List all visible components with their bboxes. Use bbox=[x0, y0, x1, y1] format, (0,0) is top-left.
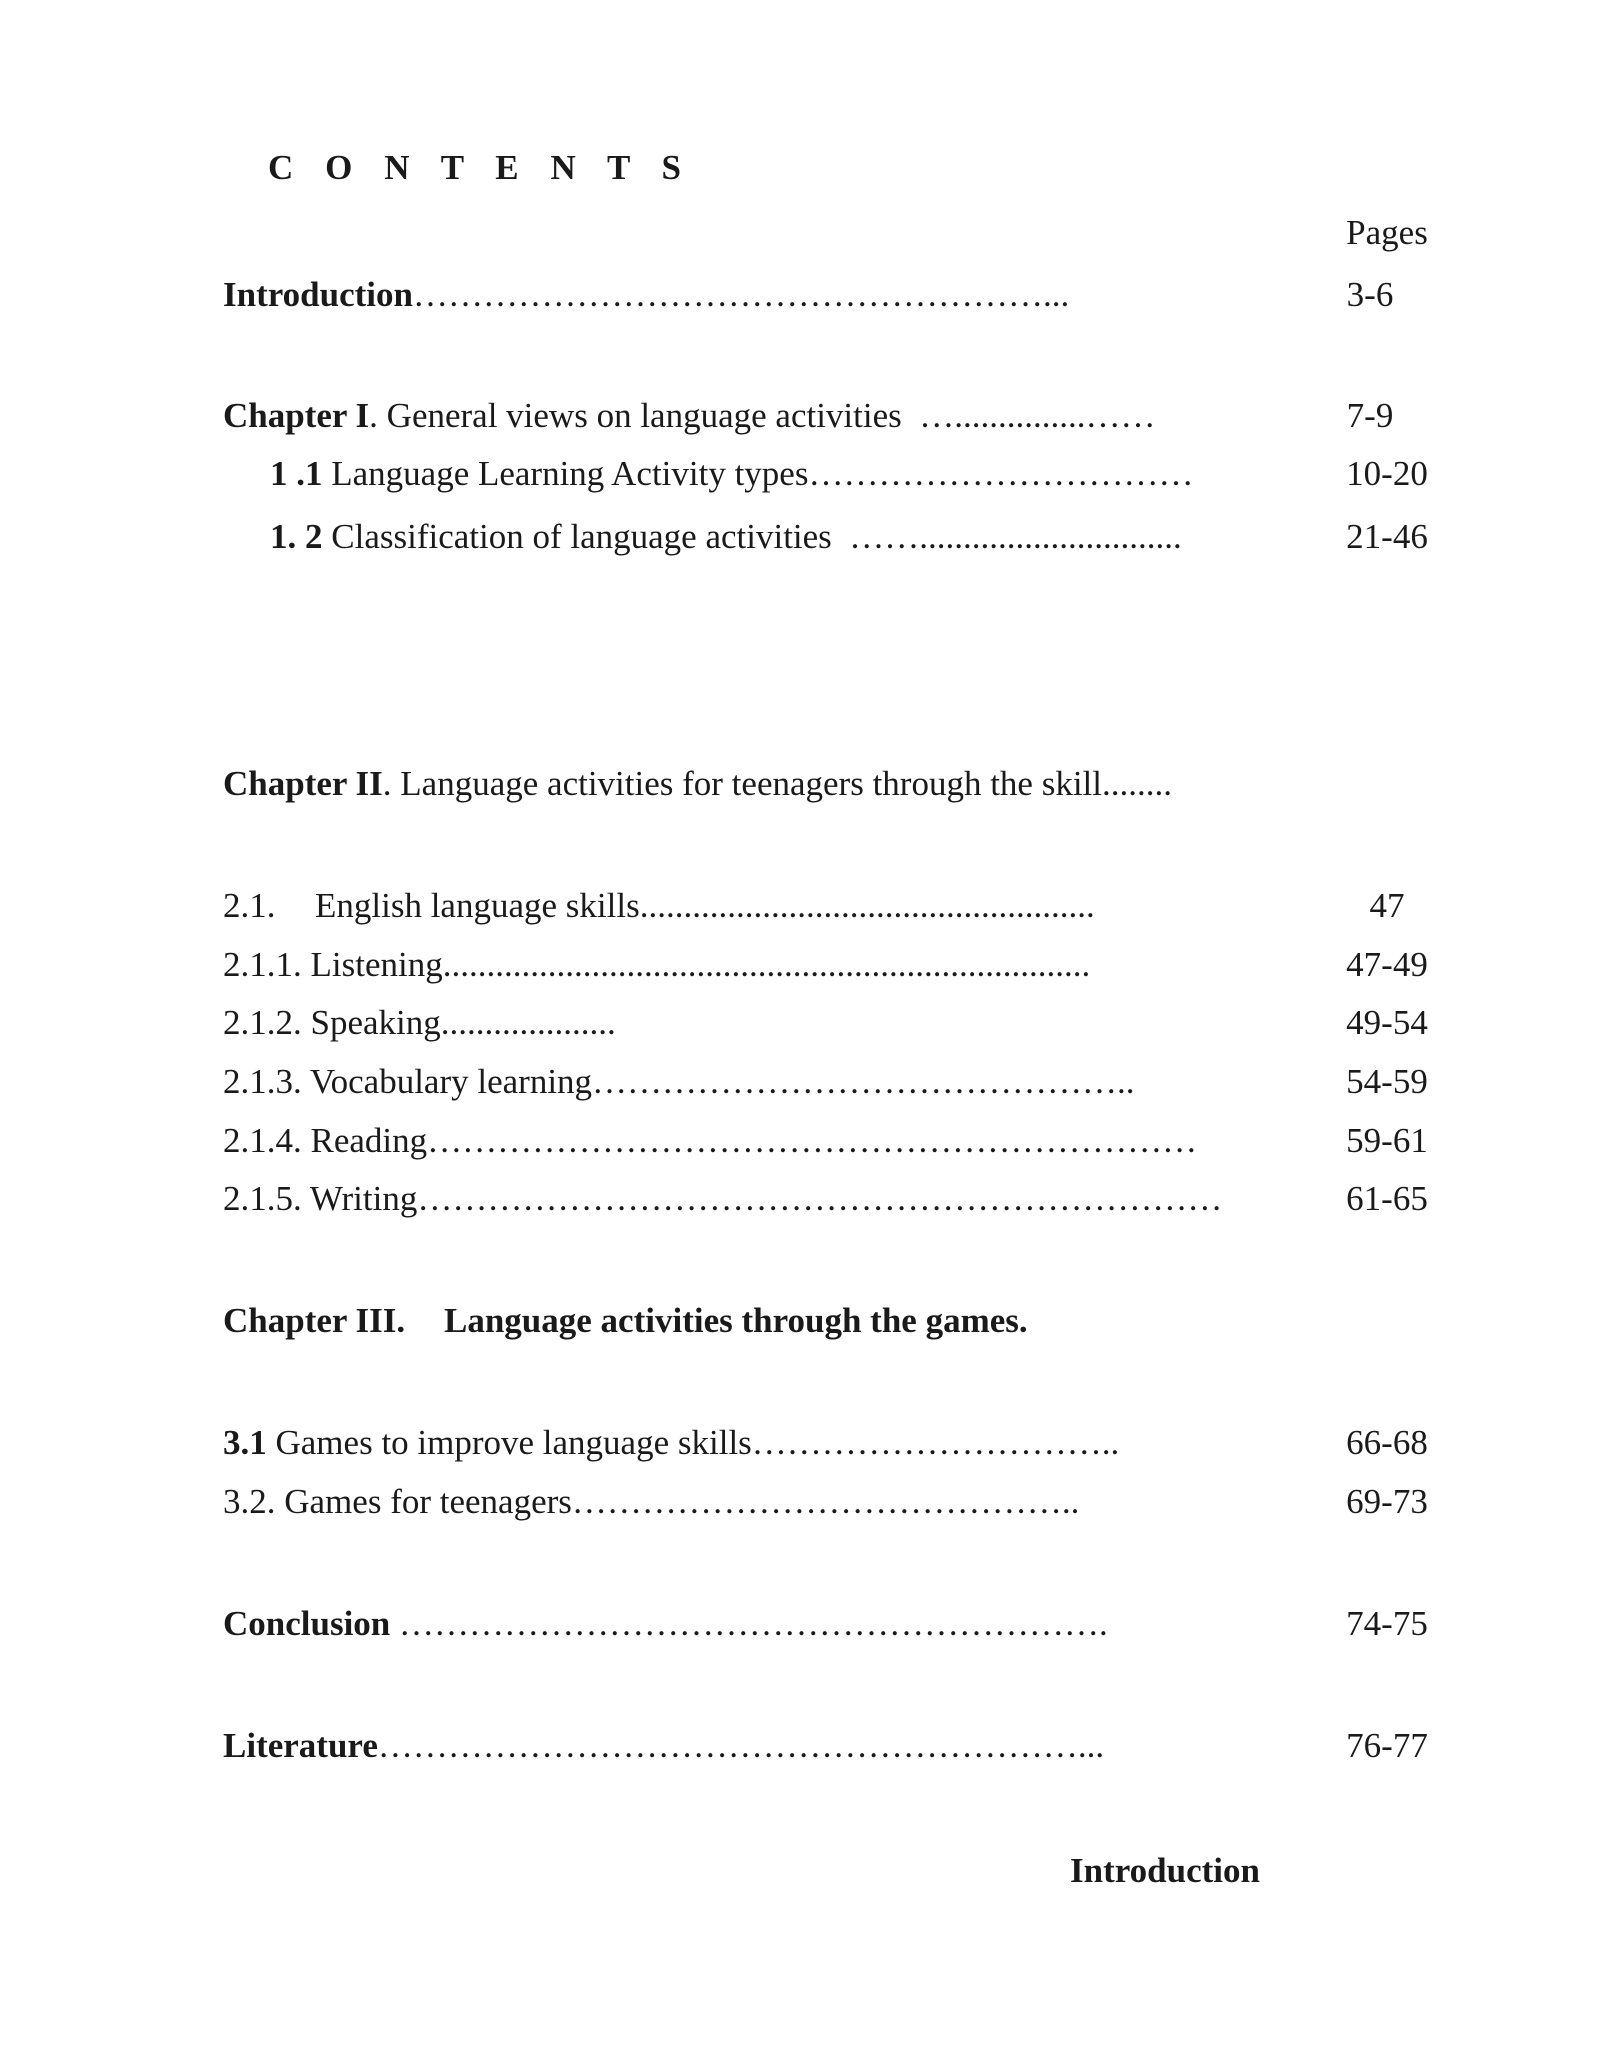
toc-entry-section-3-1 bbox=[223, 1425, 1119, 1460]
toc-entry-literature bbox=[223, 1728, 1104, 1763]
toc-entry-title: . General views on language activities …...............…… bbox=[369, 396, 1156, 435]
toc-page-section-1-1: 10-20 bbox=[1346, 454, 1428, 493]
toc-page-section-2-1-1: 47-49 bbox=[1346, 945, 1428, 984]
toc-page-section-2-1: 47 bbox=[1369, 886, 1405, 925]
toc-entry-section-2-1-2: 2.1.2. Speaking.................... bbox=[223, 1003, 616, 1042]
toc-entry-title: Games to improve language skills………………………….. bbox=[266, 1423, 1120, 1462]
toc-entry-chapter-2 bbox=[223, 766, 1172, 801]
toc-entry-conclusion bbox=[223, 1606, 1108, 1641]
toc-entry-section-1-2 bbox=[270, 519, 1182, 554]
toc-entry-section-2-1-5: 2.1.5. Writing…………………………………………………………… bbox=[223, 1179, 1223, 1218]
toc-page-section-3-1: 66-68 bbox=[1346, 1423, 1428, 1462]
toc-page-section-2-1-3: 54-59 bbox=[1346, 1062, 1428, 1101]
toc-leader-dots: ……………………………………………………. bbox=[390, 1604, 1108, 1643]
toc-entry-section-3-2: 3.2. Games for teenagers…………………………………….. bbox=[223, 1482, 1080, 1521]
toc-page-literature: 76-77 bbox=[1346, 1726, 1428, 1765]
toc-entry-section-2-1-1: 2.1.1. Listening.......................................................................... bbox=[223, 945, 1091, 984]
toc-entry-section-2-1-3: 2.1.3. Vocabulary learning……………………………………….. bbox=[223, 1062, 1135, 1101]
contents-heading: C O N T E N T S bbox=[268, 148, 693, 187]
toc-page-conclusion: 74-75 bbox=[1346, 1604, 1428, 1643]
toc-page-section-3-2: 69-73 bbox=[1346, 1482, 1428, 1521]
toc-entry-title: Language Learning Activity types…………………………… bbox=[322, 454, 1194, 493]
toc-entry-introduction bbox=[223, 277, 1069, 312]
chapter-label: Chapter I bbox=[223, 396, 370, 435]
toc-entry-title: Literature bbox=[223, 1726, 378, 1765]
toc-page-section-2-1-2: 49-54 bbox=[1346, 1003, 1428, 1042]
section-number: 3.1 bbox=[223, 1423, 267, 1462]
toc-entry-chapter-3-label: Chapter III. bbox=[223, 1301, 406, 1340]
section-number: 1. 2 bbox=[270, 517, 323, 556]
introduction-heading: Introduction bbox=[1070, 1851, 1260, 1890]
toc-leader-dots: ………………………………………………... bbox=[412, 275, 1070, 314]
toc-entry-section-2-1-number: 2.1. bbox=[223, 886, 276, 925]
toc-entry-title: . Language activities for teenagers through the skill........ bbox=[382, 764, 1173, 803]
pages-column-label: Pages bbox=[1346, 213, 1428, 252]
toc-page-chapter-1: 7-9 bbox=[1346, 396, 1394, 435]
toc-entry-title: Conclusion bbox=[223, 1604, 391, 1643]
toc-page-section-2-1-4: 59-61 bbox=[1346, 1121, 1428, 1160]
toc-leader-dots: ……………………………………………………... bbox=[377, 1726, 1105, 1765]
toc-entry-section-2-1: English language skills.................................................... bbox=[315, 886, 1095, 925]
section-number: 1 .1 bbox=[270, 454, 323, 493]
toc-entry-section-2-1-4: 2.1.4. Reading………………………………………………………… bbox=[223, 1121, 1198, 1160]
toc-page-introduction: 3-6 bbox=[1346, 275, 1394, 314]
toc-page-section-2-1-5: 61-65 bbox=[1346, 1179, 1428, 1218]
toc-entry-chapter-1 bbox=[223, 398, 1156, 433]
toc-page-section-1-2: 21-46 bbox=[1346, 517, 1428, 556]
toc-entry-chapter-3: Language activities through the games. bbox=[444, 1301, 1028, 1340]
toc-entry-section-1-1 bbox=[270, 456, 1193, 491]
toc-entry-title: Classification of language activities …….............................. bbox=[322, 517, 1182, 556]
toc-entry-title: Introduction bbox=[223, 275, 413, 314]
chapter-label: Chapter II bbox=[223, 764, 383, 803]
